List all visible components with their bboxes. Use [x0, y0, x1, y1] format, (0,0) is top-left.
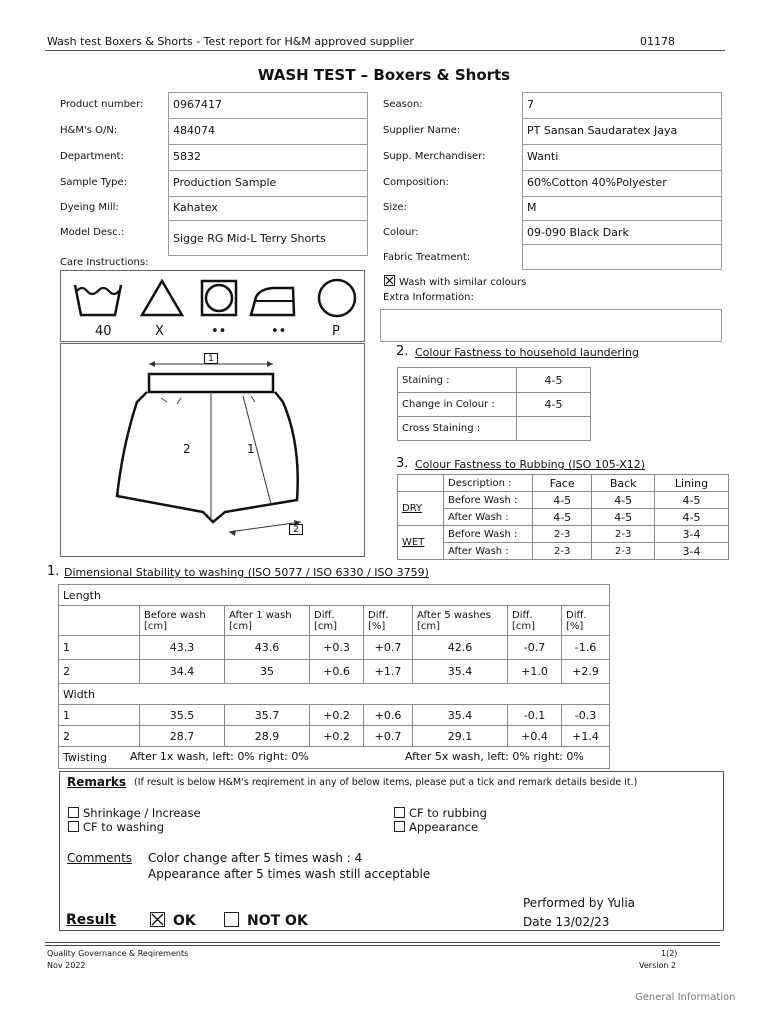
cell: +0.2 — [310, 726, 364, 747]
row-label: Change in Colour : — [398, 393, 517, 417]
footer-rule — [45, 942, 720, 943]
field-value: 09-090 Black Dark — [527, 226, 629, 239]
cell: +0.2 — [310, 705, 364, 726]
group-label: WET — [398, 526, 444, 560]
cell: 28.7 — [140, 726, 225, 747]
comments-label: Comments — [67, 851, 133, 865]
rubbing-table — [397, 474, 729, 560]
remarks-box — [59, 771, 724, 931]
col-header: Diff. — [512, 609, 533, 621]
field-label: Fabric Treatment: — [383, 252, 471, 263]
col-header: Description : — [444, 475, 533, 492]
footer-version: Version 2 — [639, 961, 677, 970]
cell: +1.0 — [508, 660, 562, 684]
measure-label-box: 2 — [289, 524, 303, 535]
twisting-label: Twisting — [63, 751, 108, 764]
remarks-note: (If result is below H&M's reqirement in any of below items, please put a tick and remark details beside it.) — [134, 777, 638, 788]
col-unit: [%] — [368, 620, 386, 632]
field-label: Product number: — [60, 99, 144, 110]
measure-label: 1 — [247, 442, 255, 456]
cell: 4-5 — [655, 509, 729, 526]
section1-title: Dimensional Stability to washing (ISO 5077 / ISO 6330 / ISO 3759) — [64, 566, 429, 579]
field-value: M — [527, 201, 537, 214]
care-code: P — [332, 324, 340, 339]
cell: +0.6 — [364, 705, 413, 726]
care-label: Care Instructions: — [60, 257, 149, 268]
footer-left-1: Quality Governance & Reqirements — [47, 949, 189, 958]
cell: 4-5 — [533, 509, 592, 526]
cell: 35 — [225, 660, 310, 684]
field-label: Composition: — [383, 177, 449, 188]
field-label: Department: — [60, 151, 124, 162]
table-row — [59, 636, 610, 660]
classification-label: General Information — [635, 992, 736, 1003]
field-value: 7 — [527, 98, 534, 111]
extra-info-label: Extra Information: — [383, 292, 474, 303]
col-unit: [cm] — [314, 620, 338, 632]
section2-number: 2. — [396, 344, 409, 359]
cell: 2-3 — [592, 526, 655, 543]
comment-line: Appearance after 5 times wash still acceptable — [148, 867, 431, 881]
field-value: 0967417 — [173, 98, 222, 111]
row-value: 4-5 — [517, 393, 591, 417]
col-header: Before wash — [144, 609, 206, 621]
field-label: Size: — [383, 202, 407, 213]
cell: 35.4 — [413, 705, 508, 726]
header-title: Wash test Boxers & Shorts - Test report for H&M approved supplier — [47, 35, 414, 48]
dimensional-table — [58, 584, 610, 769]
header-number: 01178 — [640, 35, 675, 48]
table-row — [59, 705, 610, 726]
field-label: Season: — [383, 99, 423, 110]
measure-label-box: 1 — [204, 353, 218, 364]
field-value: 5832 — [173, 150, 201, 163]
cell: 35.7 — [225, 705, 310, 726]
col-header: Diff. — [314, 609, 335, 621]
cell: 42.6 — [413, 636, 508, 660]
care-code: X — [155, 324, 164, 339]
col-header: After 1 wash — [229, 609, 292, 621]
cell: +0.7 — [364, 636, 413, 660]
width-label: Width — [59, 684, 610, 705]
cell: +1.4 — [562, 726, 610, 747]
cell: 34.4 — [140, 660, 225, 684]
row-label: Cross Staining : — [398, 417, 517, 441]
field-label: H&M's O/N: — [60, 125, 118, 136]
cell: +1.7 — [364, 660, 413, 684]
not-ok-label: NOT OK — [247, 913, 308, 929]
tumble-dry-icon — [202, 281, 236, 315]
cell: -1.6 — [562, 636, 610, 660]
field-label: Model Desc.: — [60, 227, 125, 238]
field-label: Sample Type: — [60, 177, 128, 188]
cell: 4-5 — [533, 492, 592, 509]
checkbox[interactable] — [68, 821, 79, 832]
field-value: Wanti — [527, 150, 559, 163]
cell: 29.1 — [413, 726, 508, 747]
row-label: Before Wash : — [444, 492, 533, 509]
check-label: CF to rubbing — [409, 806, 487, 820]
care-code: •• — [211, 324, 227, 339]
section3-title: Colour Fastness to Rubbing (ISO 105-X12) — [415, 458, 646, 471]
cell: 4-5 — [655, 492, 729, 509]
header-rule — [45, 50, 725, 51]
cell: 4-5 — [592, 509, 655, 526]
footer-rule — [45, 945, 720, 946]
care-code: •• — [271, 324, 287, 339]
checkbox[interactable] — [394, 807, 405, 818]
cell: +2.9 — [562, 660, 610, 684]
row-label: After Wash : — [444, 543, 533, 560]
field-value: 60%Cotton 40%Polyester — [527, 176, 667, 189]
col-header: Back — [592, 475, 655, 492]
cell: 43.3 — [140, 636, 225, 660]
remarks-label: Remarks — [67, 775, 127, 789]
col-header: Diff. — [566, 609, 587, 621]
cell: 2-3 — [533, 543, 592, 560]
cell: 2 — [59, 726, 140, 747]
field-label: Dyeing Mill: — [60, 202, 119, 213]
care-code: 40 — [95, 324, 112, 339]
cell: 35.5 — [140, 705, 225, 726]
col-header: Lining — [655, 475, 729, 492]
ok-checkbox[interactable] — [150, 912, 165, 927]
field-label: Supp. Merchandiser: — [383, 151, 486, 162]
wash-similar-label: Wash with similar colours — [399, 277, 527, 288]
page-title: WASH TEST – Boxers & Shorts — [257, 66, 511, 84]
row-label: Before Wash : — [444, 526, 533, 543]
performed-by: Performed by Yulia — [523, 896, 636, 910]
table-row — [59, 726, 610, 747]
field-label: Supplier Name: — [383, 125, 461, 136]
section3-number: 3. — [396, 456, 409, 471]
twisting-5x: After 5x wash, left: 0% right: 0% — [405, 750, 584, 763]
check-cf-washing[interactable] — [68, 820, 164, 834]
cell: 35.4 — [413, 660, 508, 684]
care-box — [60, 270, 365, 342]
cell: 3-4 — [655, 543, 729, 560]
col-unit: [cm] — [144, 620, 168, 632]
check-label: CF to washing — [83, 820, 165, 834]
cell: 43.6 — [225, 636, 310, 660]
twisting-1x: After 1x wash, left: 0% right: 0% — [130, 750, 309, 763]
result-not-ok[interactable] — [224, 912, 308, 929]
wash-similar — [384, 275, 526, 288]
field-value: Production Sample — [173, 176, 277, 189]
field-box — [522, 244, 722, 270]
result-date: Date 13/02/23 — [523, 915, 610, 929]
cell: +0.7 — [364, 726, 413, 747]
length-label: Length — [59, 585, 610, 606]
col-header: Diff. — [368, 609, 389, 621]
shorts-diagram — [60, 343, 365, 557]
cell: 2-3 — [592, 543, 655, 560]
cell: 3-4 — [655, 526, 729, 543]
check-shrinkage[interactable] — [68, 806, 201, 820]
row-label: Staining : — [398, 368, 517, 393]
col-header: Face — [533, 475, 592, 492]
wash-similar-checkbox[interactable] — [384, 275, 395, 286]
checkbox[interactable] — [68, 807, 79, 818]
check-cf-rubbing[interactable] — [394, 806, 487, 820]
row-label: After Wash : — [444, 509, 533, 526]
footer-left-2: Nov 2022 — [47, 961, 86, 970]
field-box — [522, 196, 722, 221]
extra-info-box — [380, 309, 722, 342]
cell: 2 — [59, 660, 140, 684]
cell: +0.3 — [310, 636, 364, 660]
comment-line: Color change after 5 times wash : 4 — [148, 851, 363, 865]
wash-tub-icon — [75, 285, 121, 315]
section1-number: 1. — [47, 564, 60, 579]
cell: -0.1 — [508, 705, 562, 726]
cell: 1 — [59, 636, 140, 660]
col-header: After 5 washes — [417, 609, 491, 621]
section2-title: Colour Fastness to household laundering — [415, 346, 639, 359]
dry-clean-circle-icon — [319, 280, 355, 316]
checkbox[interactable] — [394, 821, 405, 832]
check-appearance[interactable] — [394, 820, 478, 834]
footer-page: 1(2) — [661, 949, 678, 958]
cell: 28.9 — [225, 726, 310, 747]
header-row — [59, 606, 610, 636]
iron-icon — [251, 288, 294, 315]
col-unit: [%] — [566, 620, 584, 632]
check-label: Shrinkage / Increase — [83, 806, 201, 820]
cell: +0.6 — [310, 660, 364, 684]
field-label: Colour: — [383, 227, 419, 238]
col-unit: [cm] — [229, 620, 253, 632]
row-value — [517, 417, 591, 441]
cell: -0.3 — [562, 705, 610, 726]
field-value: PT Sansan Saudaratex Jaya — [527, 124, 678, 137]
cell: +0.4 — [508, 726, 562, 747]
result-ok[interactable] — [150, 912, 196, 929]
check-label: Appearance — [409, 820, 479, 834]
result-label: Result — [66, 912, 117, 928]
row-value: 4-5 — [517, 368, 591, 393]
field-value: Sigge RG Mid-L Terry Shorts — [173, 232, 326, 245]
col-unit: [cm] — [512, 620, 536, 632]
ok-label: OK — [173, 913, 196, 929]
measure-label: 2 — [183, 442, 191, 456]
laundering-table — [397, 367, 591, 441]
table-row — [59, 660, 610, 684]
field-value: Kahatex — [173, 201, 218, 214]
not-ok-checkbox[interactable] — [224, 912, 239, 927]
cell: 2-3 — [533, 526, 592, 543]
triangle-bleach-icon — [142, 281, 182, 315]
cell: -0.7 — [508, 636, 562, 660]
group-label: DRY — [398, 492, 444, 526]
col-unit: [cm] — [417, 620, 441, 632]
cell: 4-5 — [592, 492, 655, 509]
field-box — [522, 92, 722, 119]
cell: 1 — [59, 705, 140, 726]
field-value: 484074 — [173, 124, 215, 137]
